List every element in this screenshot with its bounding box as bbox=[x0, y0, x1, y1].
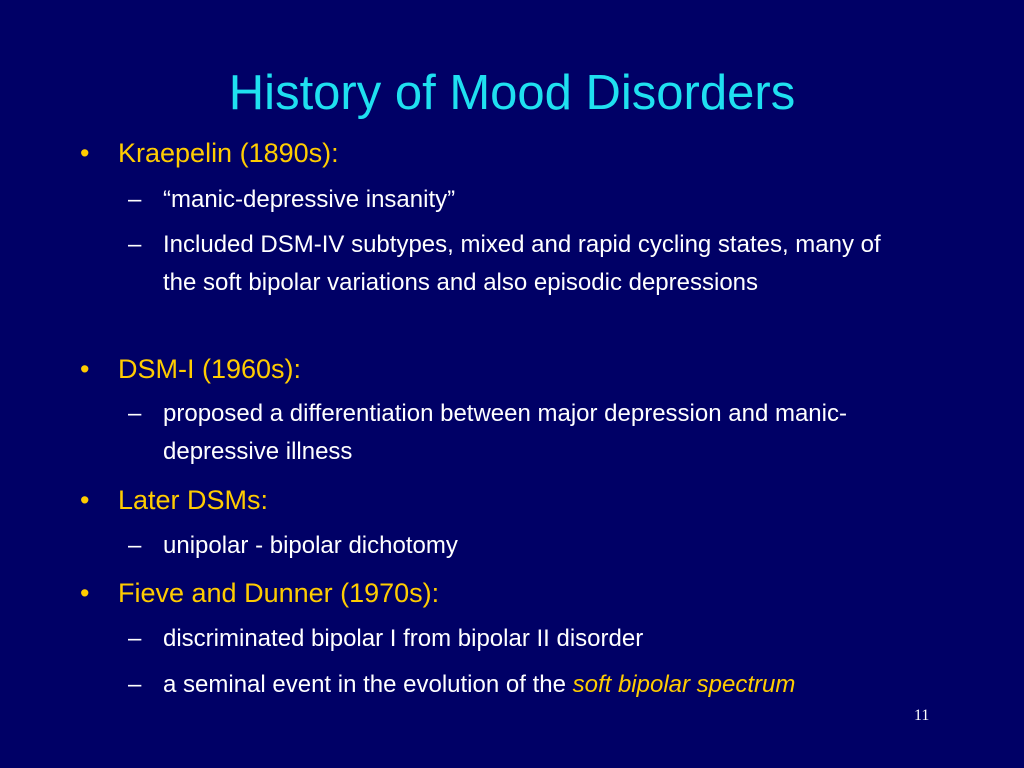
bullet-icon: • bbox=[80, 578, 90, 608]
bullet-label: DSM-I (1960s): bbox=[118, 354, 302, 384]
sub-bullet-item bbox=[128, 226, 928, 302]
bullet-label: Later DSMs: bbox=[118, 485, 269, 515]
sub-bullet-item bbox=[128, 527, 928, 565]
soft-bipolar-spectrum-highlight: soft bipolar spectrum bbox=[572, 671, 796, 698]
sub-bullet-item bbox=[128, 666, 928, 704]
dash-icon: – bbox=[128, 532, 142, 559]
sub-bullet-text: proposed a differentiation between major depression and manic-depressive illness bbox=[163, 400, 847, 465]
sub-bullet-text: unipolar - bipolar dichotomy bbox=[163, 532, 458, 559]
page-number: 11 bbox=[914, 707, 930, 724]
sub-bullet-item bbox=[128, 620, 928, 658]
dash-icon: – bbox=[128, 400, 142, 427]
bullet-icon: • bbox=[80, 138, 90, 168]
sub-bullet-text: discriminated bipolar I from bipolar II disorder bbox=[163, 625, 644, 652]
bullet-label: Fieve and Dunner (1970s): bbox=[118, 578, 440, 608]
dash-icon: – bbox=[128, 671, 142, 698]
bullet-icon: • bbox=[80, 485, 90, 515]
sub-bullet-text bbox=[163, 666, 903, 704]
bullet-icon: • bbox=[80, 354, 90, 384]
sub-bullet-text: “manic-depressive insanity” bbox=[163, 186, 456, 213]
slide-title: History of Mood Disorders bbox=[228, 66, 796, 120]
dash-icon: – bbox=[128, 186, 142, 213]
bullet-label: Kraepelin (1890s): bbox=[118, 138, 339, 168]
sub-bullet-item bbox=[128, 395, 928, 471]
sub-bullet-text-plain: a seminal event in the evolution of the bbox=[163, 671, 573, 698]
dash-icon: – bbox=[128, 231, 142, 258]
sub-bullet-item bbox=[128, 181, 928, 219]
dash-icon: – bbox=[128, 625, 142, 652]
sub-bullet-text: Included DSM-IV subtypes, mixed and rapid cycling states, many of the soft bipolar variations and also episodic depressions bbox=[163, 231, 881, 296]
